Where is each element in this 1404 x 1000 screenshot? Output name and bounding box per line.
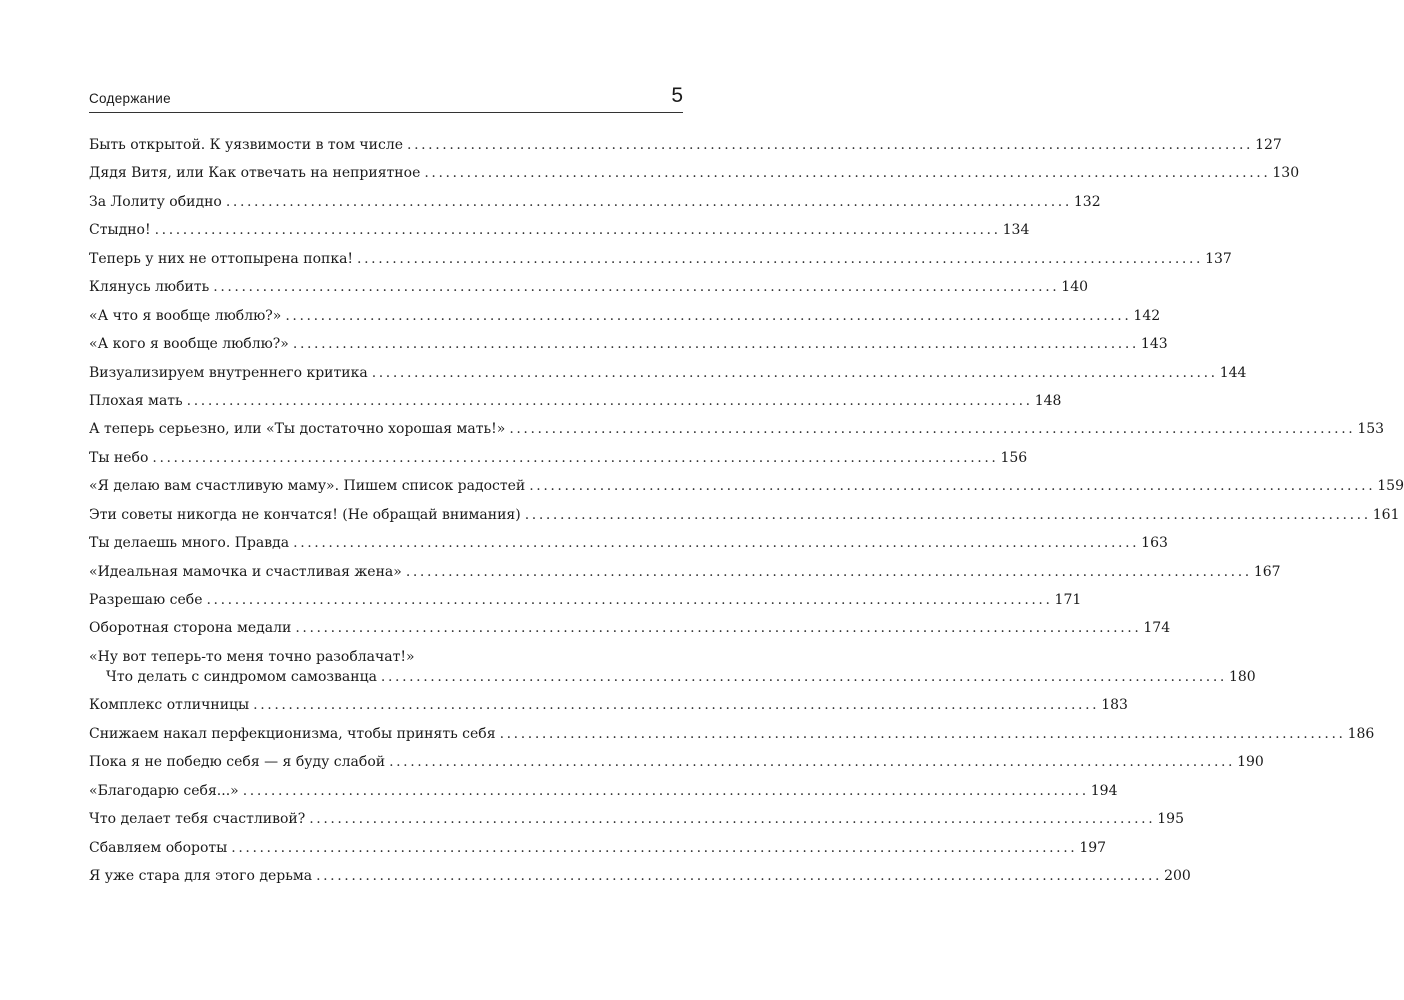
toc-entry xyxy=(89,724,1375,744)
dot-leader: ........................................................................................................................ xyxy=(316,867,1163,884)
toc-entry-two-line xyxy=(89,647,1256,687)
dot-leader: ........................................................................................................................ xyxy=(380,668,1227,685)
toc-entry-page: 186 xyxy=(1347,725,1375,742)
toc-entry-page: 143 xyxy=(1140,336,1168,353)
toc-entry xyxy=(89,163,1300,183)
section-title: Содержание xyxy=(89,91,171,106)
toc-entry xyxy=(89,334,1168,354)
toc-entry-title: Быть открытой. К уязвимости в том числе xyxy=(89,137,404,153)
toc-entry-page: 144 xyxy=(1219,364,1247,381)
toc-entry-title: «Ну вот теперь-то меня точно разоблачат!» xyxy=(89,648,415,665)
toc-entry-title: Дядя Витя, или Как отвечать на неприятное xyxy=(89,165,421,182)
dot-leader: ........................................................................................................................ xyxy=(405,563,1252,580)
dot-leader: ........................................................................................................................ xyxy=(186,392,1033,409)
toc-entry-title: Ты небо xyxy=(89,449,149,466)
dot-leader: ........................................................................................................................ xyxy=(293,535,1140,552)
toc-entry-title: Снижаем накал перфекционизма, чтобы принять себя xyxy=(89,725,496,742)
toc-entry-title-continued: Что делать с синдромом самозванца xyxy=(106,668,377,685)
toc-entry-title: «А кого я вообще люблю?» xyxy=(89,336,289,353)
toc-entry-title: Я уже стара для этого дерьма xyxy=(89,867,313,884)
toc-entry-title: «Благодарю себя...» xyxy=(89,782,239,799)
toc-entry xyxy=(89,419,1385,439)
toc-entry-title: Что делает тебя счастливой? xyxy=(89,811,306,828)
toc-entry-page: 195 xyxy=(1157,811,1184,828)
toc-entry-page: 142 xyxy=(1133,307,1161,324)
dot-leader: ........................................................................................................................ xyxy=(509,421,1356,438)
toc-entry-page: 163 xyxy=(1141,535,1168,552)
toc-entry-title: Разрешаю себе xyxy=(89,592,203,608)
toc-entry-page: 127 xyxy=(1255,137,1282,153)
dot-leader: ........................................................................................................................ xyxy=(225,193,1072,210)
toc-entry xyxy=(89,533,1168,553)
toc-entry-page: 137 xyxy=(1205,250,1232,267)
toc-entry-page: 180 xyxy=(1228,668,1256,685)
toc-entry-page: 148 xyxy=(1034,392,1062,409)
toc-entry xyxy=(89,752,1264,772)
toc-entry xyxy=(89,391,1062,411)
dot-leader: ........................................................................................................................ xyxy=(295,620,1142,637)
dot-leader: ........................................................................................................................ xyxy=(424,165,1271,182)
toc-entry-page: 171 xyxy=(1054,592,1082,608)
toc-entry-page: 167 xyxy=(1253,563,1281,580)
dot-leader: ........................................................................................................................ xyxy=(529,478,1376,495)
dot-leader: ........................................................................................................................ xyxy=(389,754,1236,771)
dot-leader: ........................................................................................................................ xyxy=(357,250,1204,267)
toc-entry xyxy=(89,220,1030,240)
table-of-contents xyxy=(89,135,1404,886)
toc-entry-title: Плохая мать xyxy=(89,392,183,409)
toc-entry-title: Стыдно! xyxy=(89,222,151,239)
toc-entry xyxy=(89,448,1028,468)
toc-entry-page: 183 xyxy=(1101,697,1128,714)
dot-leader: ........................................................................................................................ xyxy=(407,137,1254,153)
toc-entry-title: Клянусь любить xyxy=(89,279,210,296)
toc-entry xyxy=(89,590,1082,610)
toc-entry-page: 130 xyxy=(1272,165,1300,182)
toc-entry xyxy=(89,277,1089,297)
dot-leader: ........................................................................................................................ xyxy=(524,506,1371,523)
toc-entry-title: Комплекс отличницы xyxy=(89,697,250,714)
toc-entry-title: Визуализируем внутреннего критика xyxy=(89,364,368,381)
toc-entry-title: Оборотная сторона медали xyxy=(89,620,292,637)
toc-entry-page: 134 xyxy=(1002,222,1030,239)
toc-entry xyxy=(89,476,1404,496)
toc-entry xyxy=(89,306,1161,326)
toc-entry-title: Сбавляем обороты xyxy=(89,839,228,856)
toc-entry-page: 153 xyxy=(1357,421,1385,438)
dot-leader: ........................................................................................................................ xyxy=(231,839,1078,856)
toc-entry xyxy=(89,192,1101,212)
toc-entry-page: 140 xyxy=(1061,279,1089,296)
toc-entry-page: 194 xyxy=(1090,782,1118,799)
toc-entry-title: Теперь у них не оттопырена попка! xyxy=(89,250,354,267)
toc-entry-title: Ты делаешь много. Правда xyxy=(89,535,290,552)
dot-leader: ........................................................................................................................ xyxy=(242,782,1089,799)
book-page xyxy=(89,80,1404,894)
dot-leader: ........................................................................................................................ xyxy=(285,307,1132,324)
toc-entry xyxy=(89,135,1282,155)
toc-entry xyxy=(89,505,1400,525)
toc-entry-page: 161 xyxy=(1372,506,1400,523)
dot-leader: ........................................................................................................................ xyxy=(253,697,1100,714)
toc-entry xyxy=(89,809,1184,829)
dot-leader: ........................................................................................................................ xyxy=(206,592,1053,608)
toc-entry-title: Эти советы никогда не кончатся! (Не обращай внимания) xyxy=(89,506,521,523)
toc-entry-title: «Я делаю вам счастливую маму». Пишем список радостей xyxy=(89,478,526,495)
dot-leader: ........................................................................................................................ xyxy=(499,725,1346,742)
toc-entry xyxy=(89,866,1191,886)
dot-leader: ........................................................................................................................ xyxy=(292,336,1139,353)
toc-entry xyxy=(89,562,1281,582)
toc-entry xyxy=(89,249,1232,269)
toc-entry-title: Пока я не победю себя — я буду слабой xyxy=(89,754,386,771)
toc-entry xyxy=(89,363,1247,383)
header-rule xyxy=(89,112,683,113)
toc-entry-page: 197 xyxy=(1079,839,1107,856)
toc-entry-page: 159 xyxy=(1377,478,1404,495)
toc-entry-page: 190 xyxy=(1237,754,1264,771)
toc-entry-page: 174 xyxy=(1143,620,1171,637)
toc-entry-title: «А что я вообще люблю?» xyxy=(89,307,282,324)
toc-entry-page: 200 xyxy=(1164,867,1191,884)
page-number: 5 xyxy=(671,84,683,107)
toc-entry-title: «Идеальная мамочка и счастливая жена» xyxy=(89,563,402,580)
dot-leader: ........................................................................................................................ xyxy=(213,279,1060,296)
dot-leader: ........................................................................................................................ xyxy=(309,811,1156,828)
toc-entry-page: 156 xyxy=(1000,449,1028,466)
toc-entry xyxy=(89,618,1171,638)
dot-leader: ........................................................................................................................ xyxy=(371,364,1218,381)
running-head xyxy=(89,80,683,112)
toc-entry xyxy=(89,695,1128,715)
toc-entry-title: А теперь серьезно, или «Ты достаточно хорошая мать!» xyxy=(89,421,506,438)
toc-entry-title: За Лолиту обидно xyxy=(89,193,222,210)
toc-entry-page: 132 xyxy=(1073,193,1101,210)
dot-leader: ........................................................................................................................ xyxy=(154,222,1001,239)
dot-leader: ........................................................................................................................ xyxy=(152,449,999,466)
toc-entry xyxy=(89,781,1118,801)
toc-entry xyxy=(89,838,1107,858)
